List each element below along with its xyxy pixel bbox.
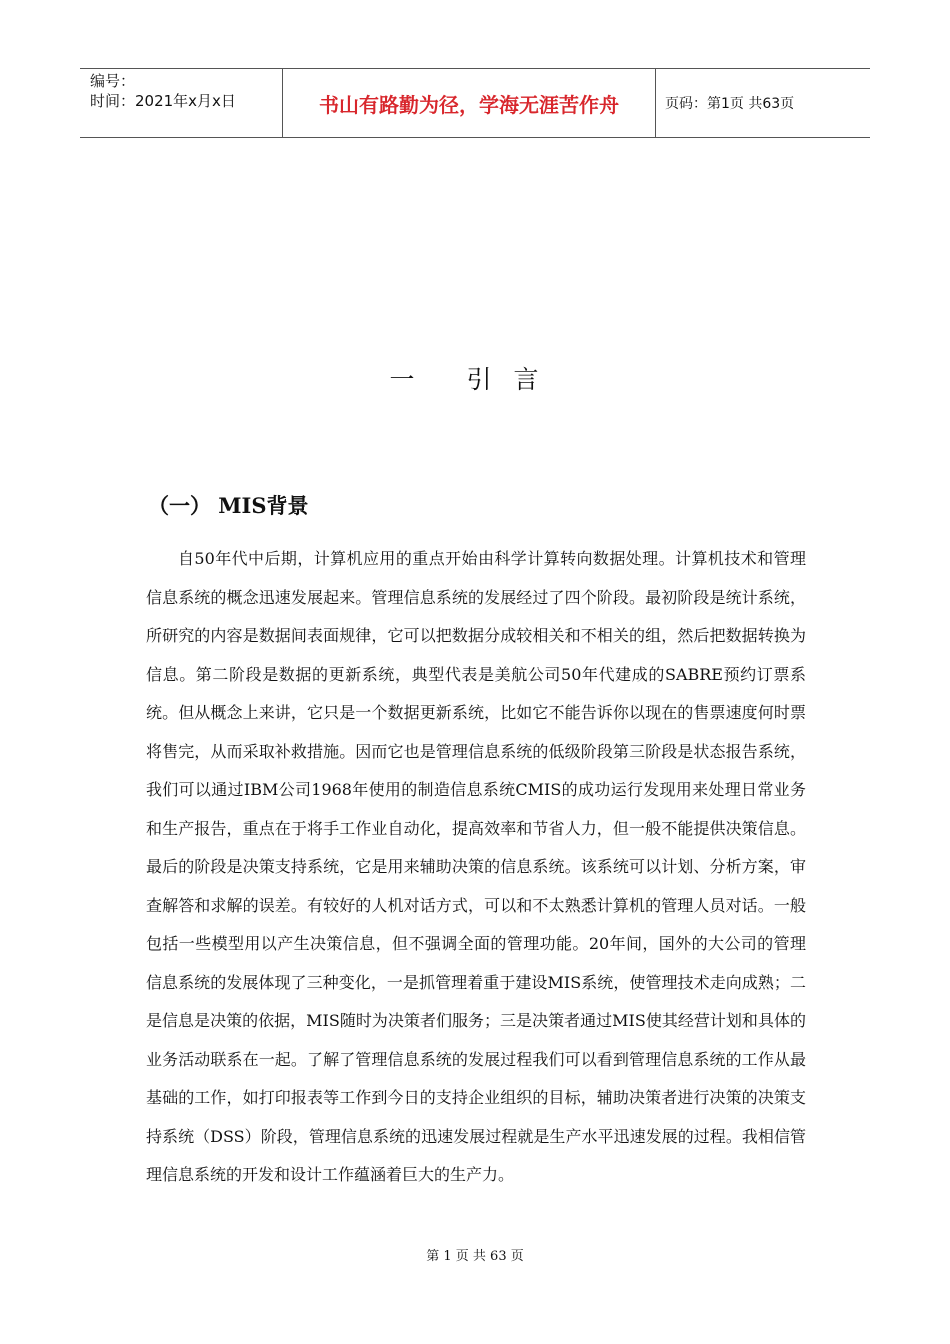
time-label: 时间：2021年x月x日 bbox=[90, 92, 236, 110]
header-motto: 书山有路勤为径，学海无涯苦作舟 bbox=[282, 69, 656, 137]
header-page-info: 页码：第1页 共63页 bbox=[665, 96, 795, 112]
chapter-title: 一 引言 bbox=[389, 365, 561, 394]
header-meta bbox=[80, 69, 282, 137]
section-title: （一） MIS背景 bbox=[148, 493, 309, 518]
page-header bbox=[80, 68, 870, 138]
page-footer: 第 1 页 共 63 页 bbox=[426, 1249, 524, 1264]
number-label: 编号： bbox=[90, 72, 136, 90]
body-paragraph: 自50年代中后期，计算机应用的重点开始由科学计算转向数据处理。计算机技术和管理信息系统的概念迅速发展起来。管理信息系统的发展经过了四个阶段。最初阶段是统计系统，所研究的内容是数据间表面规律，它可以把数据分成较相关和不相关的组，然后把数据转换为信息。第二阶段是数据的更新系统，典型代表是美航公司50年代建成的SABRE预约订票系统。但从概念上来讲，它只是一个数据更新系统，比如它不能告诉你以现在的售票速度何时票将售完，从而采取补救措施。因而它也是管理信息系统的低级阶段第三阶段是状态报告系统，我们可以通过IBM公司1968年使用的制造信息系统CMIS的成功运行发现用来处理日常业务和生产报告，重点在于将手工作业自动化，提高效率和节省人力，但一般不能提供决策信息。最后的阶段是决策支持系统，它是用来辅助决策的信息系统。该系统可以计划、分析方案，审查解答和求解的误差。有较好的人机对话方式，可以和不太熟悉计算机的管理人员对话。一般包括一些模型用以产生决策信息，但不强调全面的管理功能。20年间，国外的大公司的管理信息系统的发展体现了三种变化，一是抓管理着重于建设MIS系统，使管理技术走向成熟；二是信息是决策的依据，MIS随时为决策者们服务；三是决策者通过MIS使其经营计划和具体的业务活动联系在一起。了解了管理信息系统的发展过程我们可以看到管理信息系统的工作从最基础的工作，如打印报表等工作到今日的支持企业组织的目标，辅助决策者进行决策的决策支持系统（DSS）阶段，管理信息系统的迅速发展过程就是生产水平迅速发展的过程。我相信管理信息系统的开发和设计工作蕴涵着巨大的生产力。 bbox=[146, 549, 806, 1184]
